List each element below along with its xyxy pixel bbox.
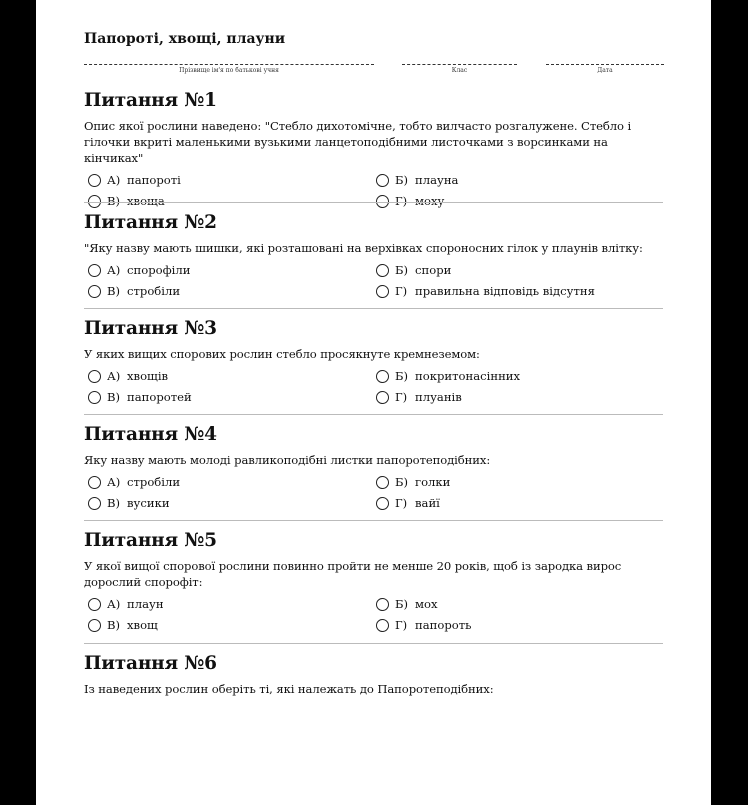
radio-icon[interactable] xyxy=(376,174,389,187)
answer-option[interactable]: Г) вайї xyxy=(376,494,440,512)
question-heading: Питання №6 xyxy=(84,653,217,674)
question-text: Із наведених рослин оберіть ті, які належать до Папоротеподібних: xyxy=(84,682,494,696)
answer-option[interactable]: В) папоротей xyxy=(88,388,192,406)
answer-option[interactable]: В) стробіли xyxy=(88,282,180,300)
radio-icon[interactable] xyxy=(88,598,101,611)
radio-icon[interactable] xyxy=(88,370,101,383)
answer-option[interactable]: В) вусики xyxy=(88,494,170,512)
radio-icon[interactable] xyxy=(376,598,389,611)
question-heading: Питання №3 xyxy=(84,318,217,339)
answer-option[interactable]: В) хвощ xyxy=(88,616,158,634)
student-name-field[interactable] xyxy=(84,58,374,78)
question-text: Яку назву мають молоді равликоподібні листки папоротеподібних: xyxy=(84,453,491,467)
question-5 xyxy=(84,530,664,637)
radio-icon[interactable] xyxy=(88,285,101,298)
divider xyxy=(84,414,663,415)
question-2 xyxy=(84,212,664,303)
radio-icon[interactable] xyxy=(88,476,101,489)
answer-option[interactable]: Г) правильна відповідь відсутня xyxy=(376,282,595,300)
radio-icon[interactable] xyxy=(376,285,389,298)
answer-option[interactable]: Б) плауна xyxy=(376,171,458,189)
answer-option[interactable]: Г) плуанів xyxy=(376,388,462,406)
answer-option[interactable]: А) спорофіли xyxy=(88,261,190,279)
question-3 xyxy=(84,318,664,409)
answer-option[interactable]: А) стробіли xyxy=(88,473,180,491)
question-1 xyxy=(84,90,664,213)
divider xyxy=(84,308,663,309)
answer-option[interactable]: Б) покритонасінних xyxy=(376,367,520,385)
radio-icon[interactable] xyxy=(376,497,389,510)
radio-icon[interactable] xyxy=(376,619,389,632)
worksheet-page xyxy=(36,0,711,805)
answer-option[interactable]: Б) мох xyxy=(376,595,438,613)
radio-icon[interactable] xyxy=(376,476,389,489)
question-6 xyxy=(84,653,664,697)
answer-option[interactable]: А) хвощів xyxy=(88,367,168,385)
answer-option[interactable]: А) папороті xyxy=(88,171,181,189)
radio-icon[interactable] xyxy=(88,264,101,277)
radio-icon[interactable] xyxy=(376,195,389,208)
class-label: Клас xyxy=(451,67,468,74)
question-4 xyxy=(84,424,664,515)
question-text: У якої вищої спорової рослини повинно пройти не менше 20 років, щоб із зародка вирос дорослий спорофіт: xyxy=(84,559,622,589)
class-field[interactable] xyxy=(402,58,517,78)
question-heading: Питання №2 xyxy=(84,212,217,233)
question-heading: Питання №5 xyxy=(84,530,217,551)
question-heading: Питання №4 xyxy=(84,424,217,445)
worksheet-title: Папороті, хвощі, плауни xyxy=(84,31,286,47)
radio-icon[interactable] xyxy=(376,391,389,404)
radio-icon[interactable] xyxy=(88,174,101,187)
divider xyxy=(84,643,663,644)
radio-icon[interactable] xyxy=(88,619,101,632)
radio-icon[interactable] xyxy=(376,370,389,383)
answer-option[interactable]: А) плаун xyxy=(88,595,164,613)
divider xyxy=(84,520,663,521)
divider xyxy=(84,202,663,203)
answer-option[interactable]: Б) спори xyxy=(376,261,451,279)
answer-option[interactable]: Б) голки xyxy=(376,473,450,491)
question-text: У яких вищих спорових рослин стебло просякнуте кремнеземом: xyxy=(84,347,480,361)
question-heading: Питання №1 xyxy=(84,90,217,111)
radio-icon[interactable] xyxy=(88,195,101,208)
question-text: "Яку назву мають шишки, які розташовані на верхівках спороносних гілок у плаунів влітку: xyxy=(84,241,643,255)
student-name-label: Прізвище ім'я по батькові учня xyxy=(179,67,279,74)
answer-option[interactable]: В) хвоща xyxy=(88,192,165,210)
radio-icon[interactable] xyxy=(376,264,389,277)
date-field[interactable] xyxy=(546,58,664,78)
date-label: Дата xyxy=(597,67,613,74)
question-text: Опис якої рослини наведено: "Стебло дихотомічне, тобто вилчасто розгалужене. Стебло і гілочки вкриті маленькими вузькими ланцетоподібними листочками з ворсинками на кінчиках" xyxy=(84,119,632,165)
answer-option[interactable]: Г) папороть xyxy=(376,616,471,634)
radio-icon[interactable] xyxy=(88,391,101,404)
radio-icon[interactable] xyxy=(88,497,101,510)
answer-option[interactable]: Г) моху xyxy=(376,192,444,210)
